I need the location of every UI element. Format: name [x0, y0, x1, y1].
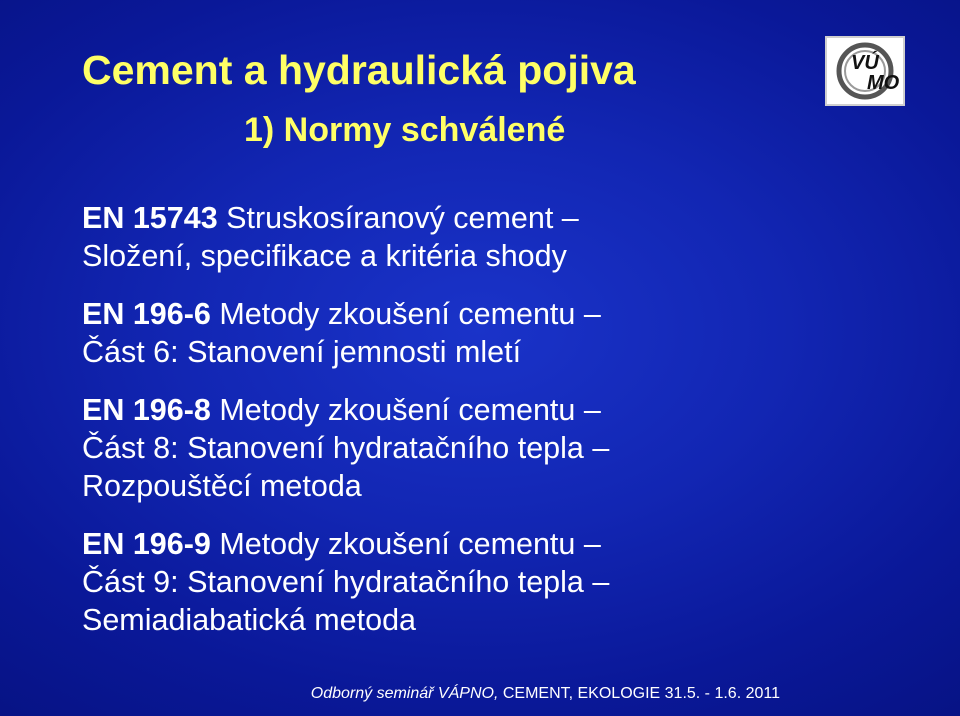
standard-line: Část 9: Stanovení hydratačního tepla – — [82, 565, 610, 599]
standard-code: EN 196-9 — [82, 527, 211, 561]
footer-emphasis: VÁPNO, — [437, 685, 499, 702]
standards-list — [82, 199, 942, 659]
standard-code: EN 15743 — [82, 201, 218, 235]
standard-line: Část 6: Stanovení jemnosti mletí — [82, 335, 522, 369]
standard-text: Metody zkoušení cementu – — [219, 297, 601, 331]
standard-line — [82, 391, 942, 429]
standard-text: Metody zkoušení cementu – — [219, 527, 601, 561]
logo-text-bottom: MO — [867, 72, 900, 94]
slide-subtitle: 1) Normy schválené — [244, 111, 566, 149]
slide-title: Cement a hydraulická pojiva — [82, 47, 636, 93]
standard-line — [82, 295, 942, 333]
footer-suffix: CEMENT, EKOLOGIE 31.5. - 1.6. 2011 — [498, 685, 780, 702]
standard-code: EN 196-6 — [82, 297, 211, 331]
standard-code: EN 196-8 — [82, 393, 211, 427]
standard-line: Část 8: Stanovení hydratačního tepla – — [82, 431, 610, 465]
standard-text: Metody zkoušení cementu – — [219, 393, 601, 427]
footer-prefix: Odborný seminář — [310, 685, 438, 702]
standard-item — [82, 525, 942, 639]
standard-line: Semiadiabatická metoda — [82, 603, 416, 637]
logo-text-top: VÚ — [851, 52, 879, 74]
standard-text: Struskosíranový cement – — [226, 201, 579, 235]
standard-line — [82, 199, 942, 237]
standard-line — [82, 525, 942, 563]
footer — [0, 685, 780, 703]
standard-line: Složení, specifikace a kritéria shody — [82, 239, 567, 273]
standard-item — [82, 391, 942, 505]
vumo-logo-icon — [825, 36, 905, 106]
standard-item — [82, 295, 942, 371]
standard-line: Rozpouštěcí metoda — [82, 469, 362, 503]
standard-item — [82, 199, 942, 275]
